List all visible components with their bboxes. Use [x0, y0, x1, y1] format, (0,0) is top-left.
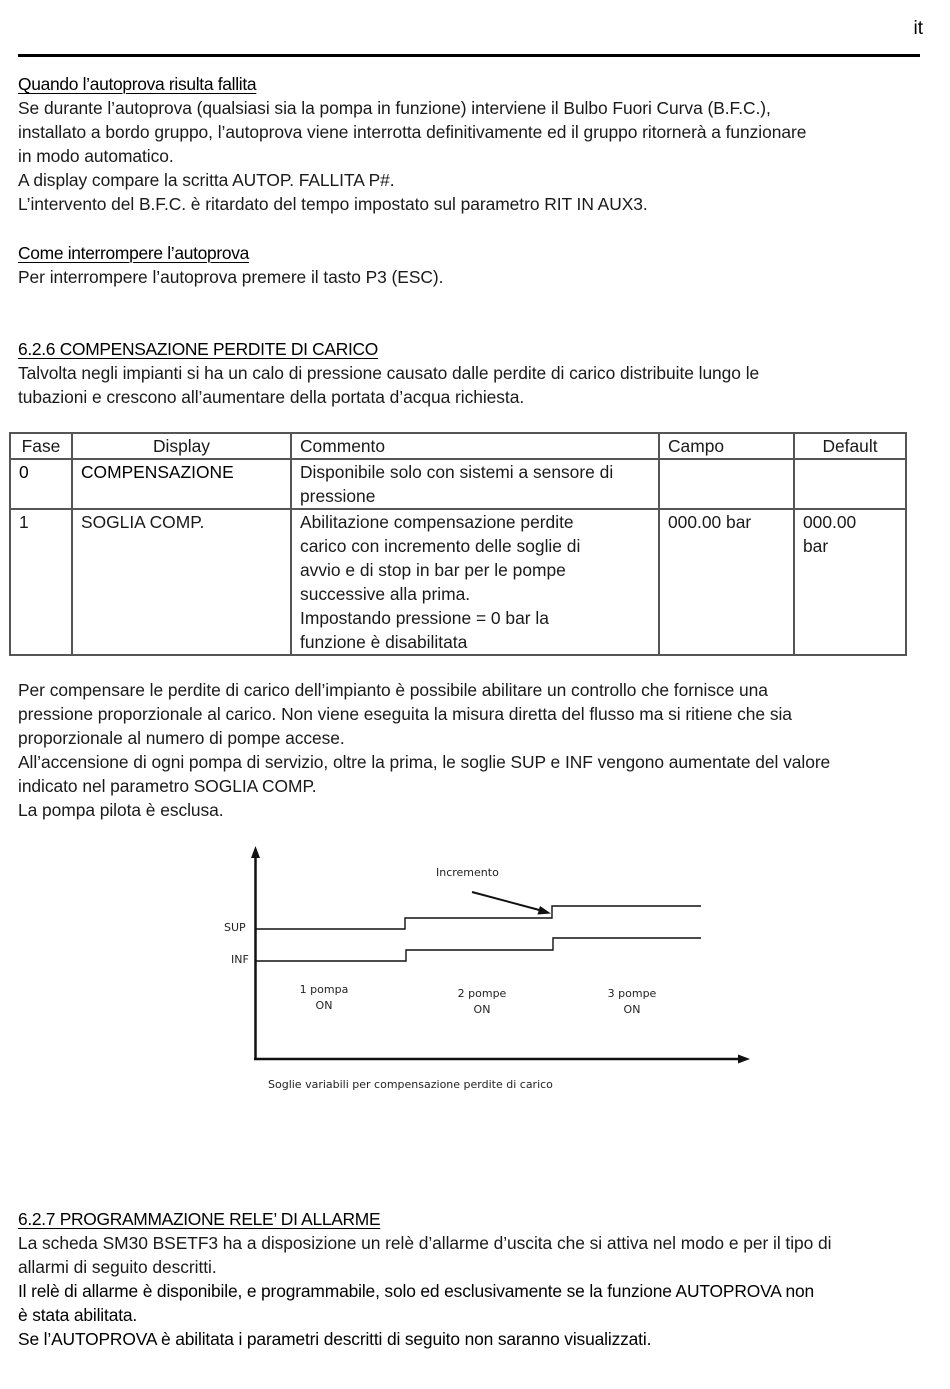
increment-arrow-shaft: [472, 892, 543, 911]
paragraph-line: Se durante l’autoprova (qualsiasi sia la pompa in funzione) interviene il Bulbo Fuori Curva (B.F.C.),: [18, 98, 771, 118]
region-label-line: ON: [473, 1003, 491, 1016]
section-6-2-6: [18, 337, 928, 409]
paragraph-line: L’intervento del B.F.C. è ritardato del tempo impostato sul parametro RIT IN AUX3.: [18, 194, 648, 214]
cell-commento: [291, 509, 659, 655]
cell-line: Impostando pressione = 0 bar la: [300, 608, 549, 628]
region-label-line: 2 pompe: [457, 987, 507, 1000]
cell-line: successive alla prima.: [300, 584, 471, 604]
sup-threshold-line: [256, 906, 701, 929]
cell-fase: 0: [10, 459, 72, 509]
section-heading: 6.2.6 COMPENSAZIONE PERDITE DI CARICO: [18, 339, 378, 359]
section-6-2-7: [18, 1207, 928, 1351]
cell-default: [794, 509, 906, 655]
y-label-sup: SUP: [224, 921, 246, 934]
annotation-incremento: Incremento: [436, 866, 499, 879]
paragraph-line: installato a bordo gruppo, l’autoprova viene interrotta definitivamente ed il gruppo ritornerà a funzionare: [18, 122, 807, 142]
cell-line: carico con incremento delle soglie di: [300, 536, 581, 556]
cell-line: Disponibile solo con sistemi a sensore di: [300, 462, 614, 482]
paragraph-line: indicato nel parametro SOGLIA COMP.: [18, 776, 317, 796]
header-rule: [18, 54, 920, 57]
cell-campo: [659, 459, 794, 509]
section-heading: 6.2.7 PROGRAMMAZIONE RELE’ DI ALLARME: [18, 1209, 381, 1229]
column-header-display: Display: [72, 433, 291, 459]
paragraph-line: Per interrompere l’autoprova premere il tasto P3 (ESC).: [18, 267, 444, 287]
cell-line: funzione è disabilitata: [300, 632, 468, 652]
paragraph-line: proporzionale al numero di pompe accese.: [18, 728, 345, 748]
region-label-2-pompe: [451, 986, 513, 1018]
cell-display: COMPENSAZIONE: [72, 459, 291, 509]
column-header-campo: Campo: [659, 433, 794, 459]
column-header-commento: Commento: [291, 433, 659, 459]
cell-line: 000.00: [803, 512, 857, 532]
cell-line: Abilitazione compensazione perdite: [300, 512, 574, 532]
region-label-line: ON: [623, 1003, 641, 1016]
cell-line: avvio e di stop in bar per le pompe: [300, 560, 566, 580]
paragraph-line: tubazioni e crescono all’aumentare della portata d’acqua richiesta.: [18, 387, 525, 407]
region-label-line: 3 pompe: [607, 987, 657, 1000]
column-header-default: Default: [794, 433, 906, 459]
section-heading: Quando l’autoprova risulta fallita: [18, 74, 257, 94]
region-label-line: ON: [315, 999, 333, 1012]
paragraph-line: A display compare la scritta AUTOP. FALLITA P#.: [18, 170, 395, 190]
cell-fase: 1: [10, 509, 72, 655]
paragraph-line: Talvolta negli impianti si ha un calo di pressione causato dalle perdite di carico distribuite lungo le: [18, 363, 760, 383]
increment-arrow-icon: [538, 906, 552, 915]
table-row: [10, 459, 906, 509]
column-header-fase: Fase: [10, 433, 72, 459]
paragraph-line: pressione proporzionale al carico. Non viene eseguita la misura diretta del flusso ma si ritiene che sia: [18, 704, 792, 724]
table-row: [10, 509, 906, 655]
cell-default: [794, 459, 906, 509]
region-label-3-pompe: [601, 986, 663, 1018]
language-code: it: [913, 18, 923, 39]
region-label-line: 1 pompa: [299, 983, 349, 996]
y-axis-arrow-icon: [251, 846, 260, 858]
chart-caption: Soglie variabili per compensazione perdite di carico: [268, 1078, 553, 1091]
cell-commento: [291, 459, 659, 509]
x-axis-arrow-icon: [738, 1055, 750, 1064]
section-autoprova-failed: [18, 72, 928, 216]
section-heading: Come interrompere l’autoprova: [18, 243, 250, 263]
cell-line: pressione: [300, 486, 376, 506]
paragraph-line: All’accensione di ogni pompa di servizio, oltre la prima, le soglie SUP e INF vengono aumentate del valore: [18, 752, 831, 772]
cell-line: bar: [803, 536, 829, 556]
paragraph-line: Per compensare le perdite di carico dell’impianto è possibile abilitare un controllo che fornisce una: [18, 680, 768, 700]
region-label-1-pompa: [294, 982, 354, 1014]
paragraph-line: allarmi di seguito descritti.: [18, 1257, 217, 1277]
cell-campo: 000.00 bar: [659, 509, 794, 655]
cell-display: SOGLIA COMP.: [72, 509, 291, 655]
y-label-inf: INF: [231, 953, 249, 966]
emphasis-line: Il relè di allarme è disponibile, e programmabile, solo ed esclusivamente se la funzione AUTOPROVA non: [18, 1281, 815, 1301]
inf-threshold-line: [256, 938, 701, 961]
compensation-explanation: [18, 678, 928, 822]
section-interrupt-autoprova: [18, 241, 928, 289]
parameters-table: [9, 432, 907, 656]
paragraph-line: in modo automatico.: [18, 146, 174, 166]
paragraph-line: La pompa pilota è esclusa.: [18, 800, 224, 820]
paragraph-line: La scheda SM30 BSETF3 ha a disposizione un relè d’allarme d’uscita che si attiva nel modo e per il tipo di: [18, 1233, 832, 1253]
table-header-row: [10, 433, 906, 459]
emphasis-line: Se l’AUTOPROVA è abilitata i parametri descritti di seguito non saranno visualizzati.: [18, 1329, 652, 1349]
emphasis-line: è stata abilitata.: [18, 1305, 138, 1325]
